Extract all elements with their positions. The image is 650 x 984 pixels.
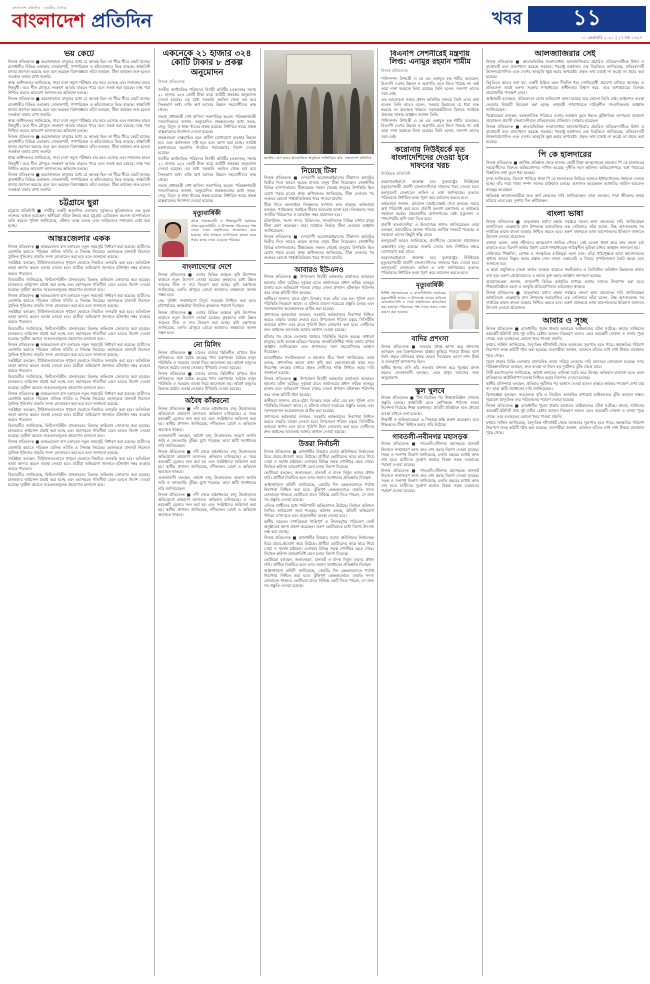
article-paragraph: নিজস্ব প্রতিবেদক ■ আন্তঃজেলা বাস চলাচলে নতুন সময়সূচি নির্ধারণ করা হয়েছে। যাত্রীদের ভোগান্তি কমাতে পরিবহন মালিক সমিতি এ সিদ্ধান্ত নিয়েছে। মহাসড়কে যানজট নিরসনে ট্রাফিক পুলিশের বাড়তি সদস্য মোতায়েন করা হবে বলে জানানো হয়েছে। [8,292,150,309]
article-paragraph: নিজস্ব প্রতিবেদক ■ দীর্ঘ বিরতির পর শিক্ষাপ্রতিষ্ঠান খোলার প্রস্তুতি চলছে। স্বাস্থ্যবিধি মেনে শ্রেণিকক্ষে পাঠদান শুরুর নির্দেশনা দিয়েছে শিক্ষা মন্ত্রণালয়। প্রতিটি প্রতিষ্ঠানে হাত ধোয়ার ব্যবস্থা রাখতে বলা হয়েছে। [381,395,479,416]
section-rule [486,147,644,148]
section-rule [158,394,256,395]
article-paragraph: নিজস্ব প্রতিবেদক ■ আন্তঃজেলা বাস চলাচলে নতুন সময়সূচি নির্ধারণ করা হয়েছে। যাত্রীদের ভোগান্তি কমাতে পরিবহন মালিক সমিতি এ সিদ্ধান্ত নিয়েছে। মহাসড়কে যানজট নিরসনে ট্রাফিক পুলিশের বাড়তি সদস্য মোতায়েন করা হবে বলে জানানো হয়েছে। [8,341,150,357]
article-paragraph: স্থানীয়রা জানান, রাতে হঠাৎ চিৎকার শুনে তাঁরা বের হন। পুলিশ এসে পরিস্থিতি নিয়ন্ত্রণে আনে। এ ঘটনায় মামলা দায়েরের প্রস্তুতি চলছে এবং সন্দেহভাজন কয়েকজনকে আটক করা হয়েছে। [264,397,374,413]
article-paragraph: নিজস্ব প্রতিবেদক ■ রাজধানীর উত্তরায় ওয়ার্ড কাউন্সিলর নির্বাচনকে ঘিরে প্রচার-প্রচারণা জমে উঠেছে। প্রার্থীরা ভোটারদের দ্বারে দ্বারে গিয়ে দোয়া ও সমর্থন চাইছেন। এলাকার বিভিন্ন সড়ক পোস্টারে ছেয়ে গেছে। নির্বাচন কমিশন আচরণবিধি মেনে চলার নির্দেশ দিয়েছে। [264,535,374,556]
section-name: খবর [492,9,522,29]
masthead-tagline: বাংলাদেশ প্রতিদিন · জাতীয় দৈনিক [12,6,67,10]
article-paragraph: নিজস্ব প্রতিবেদক ■ সততার দৃষ্টান্ত স্থাপন করে প্রশংসায় ভাসছেন এক রিকশাচালক। রাস্তায় কুড়িয়ে পাওয়া টাকার ব্যাগ তিনি প্রকৃত মালিকের কাছে ফেরত দিয়েছেন। ব্যাগে নগদ টাকা ও গুরুত্বপূর্ণ কাগজপত্র ছিল। [381,343,479,365]
headline-no-milling: নো মিলিং [193,341,221,350]
column-divider [377,48,378,976]
article-paragraph: মন্ত্রিপরিষদ, সংসদ সদস্য, চিকিৎসক, সাংবাদিকসহ বিভিন্ন পেশার মানুষ টিকা গ্রহণ করেছেন। তারা সবাইকে নির্ভয়ে টিকা নেওয়ার আহ্বান জানিয়েছেন। [264,218,374,234]
headline-obituary: মৃত্যুবার্ষিকী [193,209,221,218]
article-paragraph: বিআরটিএ জানিয়েছে, ফিটনেসবিহীন যানবাহনের বিরুদ্ধে অভিযান জোরদার করা হয়েছে। চালকদের লাইসেন্স যাচাই করা হচ্ছে এবং মহাসড়কে গতিসীমা মেনে চলতে নির্দেশ দেওয়া হয়েছে। দুর্ঘটনা কমাতে সচেতনতামূলক প্রচারণাও চালানো হবে। [8,325,150,341]
news-photo [264,50,374,154]
article-paragraph: নিজস্ব প্রতিবেদক ■ কাতারভিত্তিক সংবাদমাধ্যম আলজাজিরায় প্রচারিত প্রতিবেদনটিকে মিথ্যা ও বানোয়াট বলে প্রত্যাখ্যান করেছে সরকার। পররাষ্ট্র মন্ত্রণালয় এক বিবৃতিতে জানিয়েছে, প্রতিবেদনটি উদ্দেশ্যপ্রণোদিত এবং দেশের ভাবমূর্তি ক্ষুণ্ণ করার অপচেষ্টা। প্রকৃত তথ্য যাচাই না করেই তা প্রচার করা হয়েছে। [486,123,644,145]
article-paragraph: নিজস্ব প্রতিবেদক ■ দেশের বিভিন্ন অঞ্চলে কৃষি উৎপাদন বাড়াতে নতুন উদ্যোগ নেওয়া হয়েছে। কৃষকদের মধ্যে উন্নত জাতের বীজ ও সার বিতরণ করা হচ্ছে। কৃষি মন্ত্রণালয় জানিয়েছে, চলতি মৌসুমে বোরো আবাদের লক্ষ্যমাত্রা অর্জন সম্ভব হবে। [158,309,256,335]
headline-bangla-language: বাংলা ভাষা [546,208,584,218]
byline: নিজস্ব প্রতিবেদক [381,67,408,73]
article-paragraph: নিজস্ব প্রতিবেদক ■ কাতারভিত্তিক সংবাদমাধ্যম আলজাজিরায় প্রচারিত প্রতিবেদনটিকে মিথ্যা ও বানোয়াট বলে প্রত্যাখ্যান করেছে সরকার। পররাষ্ট্র মন্ত্রণালয় এক বিবৃতিতে জানিয়েছে, প্রতিবেদনটি উদ্দেশ্যপ্রণোদিত এবং দেশের ভাবমূর্তি ক্ষুণ্ণ করার অপচেষ্টা। প্রকৃত তথ্য যাচাই না করেই তা প্রচার করা হয়েছে। [486,58,644,80]
obituary-portrait [449,291,479,329]
headline-chattogram: চট্টগ্রামে ছুরা [59,198,99,208]
byline: নিজস্ব প্রতিবেদক [158,79,185,85]
article-paragraph: নিজস্ব প্রতিবেদক ■ মাতৃভাষার মর্যাদা রক্ষায় সর্বস্তরে বাংলা ভাষা প্রচলনের দাবি জানিয়েছেন ভাষাবিদরা। ফেব্রুয়ারি মাস উপলক্ষে আয়োজিত এক সেমিনারে তাঁরা বলেন, উচ্চ আদালতসহ সব দাপ্তরিক কাজে বাংলা ব্যবহার নিশ্চিত করতে হবে। তরুণ প্রজন্মকে ভাষা আন্দোলনের ইতিহাস জানাতে উদ্যোগ নেওয়া প্রয়োজন। [486,218,644,239]
section-rule [381,332,479,333]
column-2 [158,50,256,976]
article-paragraph: প্রবাসী বাংলাদেশিরা এ উদ্যোগকে স্বাগত জানিয়েছেন। তারা বলছেন, মহামারীতে অনেক পরিবার আর্থিক সংকটে পড়েছে। এ সহায়তা তাদের কিছুটা স্বস্তি দেবে। [381,222,479,238]
article-paragraph: স্বাস্থ্য অধিদফতর জানিয়েছে, সারা দেশে নমুনা পরীক্ষার হার কমে এসেছে এবং শনাক্তের হারও নিম্নমুখী। তবে শীত মৌসুমে সংক্রমণ আবার বাড়তে পারে বলে সতর্ক করা হয়েছে। মাস্ক পরা নিশ্চিত করতে ভ্রাম্যমাণ আদালতের অভিযান চলছে। [8,155,150,171]
logo-word-2: প্রতিদিন [91,10,153,32]
obituary-box [158,219,256,257]
article-paragraph: জাতীয় অর্থনৈতিক পরিষদের নির্বাহী কমিটির (একনেক) সভায় ২১ হাজার ৩২৪ কোটি টাকা ব্যয়ে আটটি প্রকল্পের অনুমোদন দেওয়া হয়েছে। এর মধ্যে সরকারি তহবিল থেকে ব্যয় হবে সিংহভাগ অর্থ। বাকি অর্থ আসবে উন্নয়ন সহযোগীদের কাছ থেকে। [158,87,256,113]
headline-antojela: আন্তঃজেলার একক [47,234,111,244]
article-paragraph: সিটি করপোরেশন জানিয়েছে, অবৈধ গুদামের তালিকা তৈরি করে উচ্ছেদ অভিযান চালানো হবে। ভবন মালিকদের অগ্নিনির্বাপণ ব্যবস্থা নিশ্চিত করার নির্দেশও দেওয়া হয়েছে। [486,369,644,380]
article-paragraph: নিজস্ব প্রতিবেদক ■ আন্তঃজেলা বাস চলাচলে নতুন সময়সূচি নির্ধারণ করা হয়েছে। যাত্রীদের ভোগান্তি কমাতে পরিবহন মালিক সমিতি এ সিদ্ধান্ত নিয়েছে। মহাসড়কে যানজট নিরসনে ট্রাফিক পুলিশের বাড়তি সদস্য মোতায়েন করা হবে বলে জানানো হয়েছে। [8,244,150,260]
article-paragraph: করোনাভাইরাসে আক্রান্ত হয়ে যুক্তরাষ্ট্রের নিউইয়র্কে মৃত্যুবরণকারী প্রবাসী বাংলাদেশিদের দাফনের খরচ দেওয়া হবে। কনস্যুলেট জেনারেল অফিস এ তথ্য জানিয়েছে। মৃতদের পরিবারকে নির্ধারিত ফরম পূরণ করে আবেদন করতে হবে। [381,254,479,275]
headline-aljazeera: আলজাজিরার সেই [534,50,596,58]
article-paragraph: টিকা নিতে অনলাইনে নিবন্ধনের সংখ্যাও দ্রুত বাড়ছে। কর্মকর্তারা বলছেন, পর্যায়ক্রমে সবাইকে টিকার আওতায় আনা হবে। নিবন্ধনের সময় জাতীয় পরিচয়পত্র ও মোবাইল নম্বর প্রয়োজন হবে। [264,201,374,217]
article-paragraph: সেচ সুবিধা সম্প্রসারণে বিদ্যুৎ সরবরাহ নিশ্চিত করা হবে। মাঠপর্যায়ের কর্মকর্তারা নিয়মিত কৃষকদের পরামর্শ দিচ্ছেন। [158,298,256,309]
article-paragraph: প্রশাসনের কর্মকর্তারা বলছেন, সরকারি কর্মকর্তাদের নিরাপত্তা নিশ্চিত করতে বাড়তি ব্যবস্থা নেওয়া হবে। উপজেলা পরিষদ চত্বরে সিসিটিভি ক্যামেরা স্থাপন এবং রাতে পুলিশি টহল জোরদার করা হবে। দোষীদের দ্রুত আইনের আওতায় আনার আশ্বাস দেওয়া হয়েছে। [264,312,374,333]
headline-fire: আবার ও সূচ্ছ [542,316,588,326]
article-paragraph: আয়োজকেরা জানান, মাসব্যাপী বিভিন্ন কর্মসূচির মাধ্যমে ভাষার মাসকে উদযাপন করা হবে। শিক্ষাপ্রতিষ্ঠানে রচনা ও আবৃত্তি প্রতিযোগিতার আয়োজন থাকবে। [486,278,644,289]
article-paragraph: ক্ষতিগ্রস্ত আমানতকারীরা দ্রুত অর্থ ফেরতের দাবি জানিয়েছেন। তারা বলছেন, সারা জীবনের সঞ্চয় হারিয়ে তারা চরম দুর্দশায় দিন কাটাচ্ছেন। [486,192,644,203]
article-paragraph: সংশ্লিষ্টরা বলছেন, টার্মিনালগুলোতে শৃঙ্খলা ফেরাতে নিয়মিত তদারকি করা হবে। অতিরিক্ত ভাড়া আদায় করলে ব্যবস্থা নেওয়া হবে। যাত্রীরা অভিযোগ জানাতে হটলাইন নম্বর ব্যবহার করতে পারবেন। [8,309,150,325]
article-paragraph: ঘটনার পর থেকে এলাকায় থমথমে পরিস্থিতি বিরাজ করছে। সাধারণ মানুষের মধ্যে আতঙ্ক ছড়িয়ে পড়েছে। জনপ্রতিনিধিরা শান্তি বজায় রাখার আহ্বান জানিয়েছেন এবং প্রশাসনের সঙ্গে সহযোগিতার আশ্বাস দিয়েছেন। [264,333,374,354]
obituary-portrait [158,219,188,257]
headline-school-open: স্কুল খুলবে [415,386,445,395]
section-rule [8,231,150,232]
article-paragraph: নিজস্ব প্রতিবেদক ■ দেশব্যাপী করোনাভাইরাসের টিকাদান কর্মসূচির দ্বিতীয় দিনে আরও কয়েক হাজার মানুষ টিকা নিয়েছেন। রাজধানীর বিভিন্ন হাসপাতালের টিকাকেন্দ্রে সকাল থেকেই মানুষের উপস্থিতি ছিল চোখে পড়ার মতো। স্বাস্থ্য অধিদফতর জানিয়েছে, টিকা নেওয়ার পর গুরুতর কোনো পার্শ্বপ্রতিক্রিয়ার খবর পাওয়া যায়নি। [264,175,374,201]
article-paragraph: মানবাধিকার সংগঠনগুলো এ হামলার তীব্র নিন্দা জানিয়েছে। তারা বলছে, প্রশাসনিক কাজে বাধা সৃষ্টি করা কোনোভাবেই কাম্য নয়। নিরপেক্ষ তদন্তের মাধ্যমে প্রকৃত দোষীদের শাস্তি নিশ্চিত করার দাবি জানানো হয়েছে। [264,354,374,376]
article-paragraph: নিজস্ব প্রতিবেদক ■ করোনাকালে মানুষের মধ্যে যে আতঙ্ক ছিল তা ধীরে ধীরে কেটে যাচ্ছে। রাজধানীর বিভিন্ন এলাকায় দোকানপাট, গণপরিবহন ও কাঁচাবাজারে ভিড় বাড়ছে। স্বাস্থ্যবিধি মানার প্রবণতা কমেছে বলে মনে করছেন বিশেষজ্ঞরা। তাঁরা বলছেন, টিকা কার্যক্রম শুরু হলেও সতর্কতা বজায় রাখা জরুরি। [8,171,150,193]
section-rule [158,260,256,261]
column-divider [482,48,483,976]
article-paragraph: নিজস্ব প্রতিবেদক ■ দেশব্যাপী করোনাভাইরাসের টিকাদান কর্মসূচির দ্বিতীয় দিনে আরও কয়েক হাজার মানুষ টিকা নিয়েছেন। রাজধানীর বিভিন্ন হাসপাতালের টিকাকেন্দ্রে সকাল থেকেই মানুষের উপস্থিতি ছিল চোখে পড়ার মতো। স্বাস্থ্য অধিদফতর জানিয়েছে, টিকা নেওয়ার পর গুরুতর কোনো পার্শ্বপ্রতিক্রিয়ার খবর পাওয়া যায়নি। [264,234,374,260]
column-4 [381,50,479,976]
headline-praise: বাদির প্রশংসা [411,335,449,344]
article-paragraph: চট্টগ্রাম প্রতিনিধি ■ নগরীর একটি আবাসিক এলাকায় দুর্বৃত্তদের ছুরিকাঘাতে এক যুবক গুরুতর আহত হয়েছেন। স্থানীয়রা তাঁকে উদ্ধার করে চট্টগ্রাম মেডিকেল কলেজ হাসপাতালে ভর্তি করেন। পুলিশ জানিয়েছে, ঘটনার তদন্ত চলছে এবং জড়িতদের শনাক্তের চেষ্টা করা হচ্ছে। [8,207,150,229]
article-paragraph: নিজস্ব প্রতিবেদক ■ করোনাকালে মানুষের মধ্যে যে আতঙ্ক ছিল তা ধীরে ধীরে কেটে যাচ্ছে। রাজধানীর বিভিন্ন এলাকায় দোকানপাট, গণপরিবহন ও কাঁচাবাজারে ভিড় বাড়ছে। স্বাস্থ্যবিধি মানার প্রবণতা কমেছে বলে মনে করছেন বিশেষজ্ঞরা। তাঁরা বলছেন, টিকা কার্যক্রম শুরু হলেও সতর্কতা বজায় রাখা জরুরি। [8,134,150,155]
article-paragraph: নিজস্ব প্রতিবেদক ■ দেশের বিভিন্ন অঞ্চলে কৃষি উৎপাদন বাড়াতে নতুন উদ্যোগ নেওয়া হয়েছে। কৃষকদের মধ্যে উন্নত জাতের বীজ ও সার বিতরণ করা হচ্ছে। কৃষি মন্ত্রণালয় জানিয়েছে, চলতি মৌসুমে বোরো আবাদের লক্ষ্যমাত্রা অর্জন সম্ভব হবে। [158,271,256,298]
byline: নিউইয়র্ক প্রতিনিধি [381,171,411,177]
article-paragraph: নিজস্ব প্রতিবেদক ■ গাবতলী-নবীনগর মহাসড়কে যানজট নিরসনে সম্প্রসারণ কাজ দ্রুত শেষ করার নির্দেশ দেওয়া হয়েছে। সড়ক ও জনপথ বিভাগ জানিয়েছে, চলতি বছরের মধ্যেই কাজ শেষ হবে। যাত্রীদের দুর্ভোগ কমাতে বিকল্প সড়ক ব্যবহারের পরামর্শ দেওয়া হয়েছে। [381,467,479,494]
obituary-text: বিশিষ্ট সমাজসেবক ও রাজনীতিবিদ মরহুমের মৃত্যুবার্ষিকী আজ। এ উপলক্ষে গ্রামের বাড়িতে কোরআনখানি ও দোয়া মাহফিলের আয়োজন করা হয়েছে। পরিবারের পক্ষ থেকে সবার দোয়া কামনা করা হয়েছে। [381,291,446,314]
article-paragraph: বিবৃতিতে আরও বলা হয়, একটি চিহ্নিত মহল দীর্ঘদিন ধরে দেশবিরোধী প্রচারণা চালিয়ে আসছে। এ প্রতিবেদন তারই অংশ। সরকার গণমাধ্যমের স্বাধীনতায় বিশ্বাস করে, তবে অপপ্রচারের বিরুদ্ধে প্রয়োজনীয় পদক্ষেপ নেবে। [486,80,644,96]
section-label [486,6,646,32]
article-paragraph: নিজস্ব প্রতিবেদক ■ রাজধানীর পুরান ঢাকায় আবারও অগ্নিকাণ্ডের ঘটনা ঘটেছে। ফায়ার সার্ভিসের কয়েকটি ইউনিট প্রায় দুই ঘণ্টার চেষ্টায় আগুন নিয়ন্ত্রণে আনে। এতে কয়েকটি দোকান ও গুদাম পুড়ে গেছে। তবে হতাহতের কোনো খবর পাওয়া যায়নি। [486,403,644,419]
article-paragraph: সংশ্লিষ্টরা বলছেন, টার্মিনালগুলোতে শৃঙ্খলা ফেরাতে নিয়মিত তদারকি করা হবে। অতিরিক্ত ভাড়া আদায় করলে ব্যবস্থা নেওয়া হবে। যাত্রীরা অভিযোগ জানাতে হটলাইন নম্বর ব্যবহার করতে পারবেন। [8,260,150,276]
article-paragraph: স্থানীয় থানার ওসি তাঁর সততার প্রশংসা করে পুরস্কার প্রদান করেন। এলাকাবাসী বলছেন, এমন মানুষ সমাজের জন্য অনুপ্রেরণা। [381,365,479,381]
article-paragraph: আইনশৃঙ্খলা বাহিনী জানিয়েছে, ভোটের দিন কেন্দ্রগুলোতে পর্যাপ্ত নিরাপত্তা নিশ্চিত করা হবে। ঝুঁকিপূর্ণ কেন্দ্রগুলোতে বাড়তি সদস্য মোতায়েন থাকবে। ভোটাররা যাতে নির্বিঘ্নে ভোট দিতে পারেন, সে জন্য সব প্রস্তুতি নেওয়া হয়েছে। [264,481,374,502]
article-paragraph: বিশেষজ্ঞরা বলছেন, সচেতনতা বৃদ্ধি ও নিয়মিত তদারকির মাধ্যমেই অগ্নিকাণ্ডের ঝুঁকি কমানো সম্ভব। পুরোনো বৈদ্যুতিক তার পরিবর্তনের পরামর্শ দেওয়া হয়েছে। [486,392,644,403]
headline-vaccine: নিয়েছে টিকা [301,166,337,175]
article-paragraph: আইনশৃঙ্খলা বাহিনী জানিয়েছে, ভোটের দিন কেন্দ্রগুলোতে পর্যাপ্ত নিরাপত্তা নিশ্চিত করা হবে। ঝুঁকিপূর্ণ কেন্দ্রগুলোতে বাড়তি সদস্য মোতায়েন থাকবে। ভোটাররা যাতে নির্বিঘ্নে ভোট দিতে পারেন, সে জন্য সব প্রস্তুতি নেওয়া হয়েছে। [264,568,374,589]
article-paragraph: নিজস্ব প্রতিবেদক ■ করোনাকালে মানুষের মধ্যে যে আতঙ্ক ছিল তা ধীরে ধীরে কেটে যাচ্ছে। রাজধানীর বিভিন্ন এলাকায় দোকানপাট, গণপরিবহন ও কাঁচাবাজারে ভিড় বাড়ছে। স্বাস্থ্যবিধি মানার প্রবণতা কমেছে বলে মনে করছেন বিশেষজ্ঞরা। তাঁরা বলছেন, টিকা কার্যক্রম শুরু হলেও সতর্কতা বজায় রাখা জরুরি। [8,58,150,80]
article-paragraph: সংশ্লিষ্টরা বলছেন, টার্মিনালগুলোতে শৃঙ্খলা ফেরাতে নিয়মিত তদারকি করা হবে। অতিরিক্ত ভাড়া আদায় করলে ব্যবস্থা নেওয়া হবে। যাত্রীরা অভিযোগ জানাতে হটলাইন নম্বর ব্যবহার করতে পারবেন। [8,455,150,471]
article-paragraph: কর্মকর্তারা জানান, আবেদন যাচাই-বাছাই শেষে দ্রুততম সময়ে অর্থ পরিশোধ করা হবে। প্রবাসী কল্যাণ মন্ত্রণালয় এ কার্যক্রমে সহায়তা করছে। প্রয়োজনীয় কাগজপত্রের মধ্যে মৃত্যুসনদ ও পাসপোর্টের কপি জমা দিতে হবে। [381,200,479,222]
article-paragraph: বিআরটিএ জানিয়েছে, ফিটনেসবিহীন যানবাহনের বিরুদ্ধে অভিযান জোরদার করা হয়েছে। চালকদের লাইসেন্স যাচাই করা হচ্ছে এবং মহাসড়কে গতিসীমা মেনে চলতে নির্দেশ দেওয়া হয়েছে। দুর্ঘটনা কমাতে সচেতনতামূলক প্রচারণাও চালানো হবে। [8,276,150,292]
article-paragraph: ভোটাররা বলছেন, জলাবদ্ধতা, যানজট ও মাদক নির্মূল তাদের প্রধান দাবি। প্রার্থীরা নির্বাচিত হলে এসব সমস্যা সমাধানের প্রতিশ্রুতি দিচ্ছেন। [264,470,374,481]
headline-bangladesh: বাংলাদেশের দেশে [182,263,232,272]
article-paragraph: সভায় প্রধানমন্ত্রী শেখ হাসিনা সভাপতিত্ব করেন। পরিকল্পনামন্ত্রী সাংবাদিকদের জানান, অনুমোদিত প্রকল্পগুলোর মধ্যে সড়ক, সেতু, বিদ্যুৎ ও স্বাস্থ্য খাতের প্রকল্প রয়েছে। নির্ধারিত সময়ে প্রকল্প বাস্তবায়নের নির্দেশনা দেওয়া হয়েছে। [158,182,256,203]
section-rule [264,263,374,264]
headline-bnp-shamim: বিএনপি সেশনীরেই মন্ত্রণায় লিপ্ত: এনামুর রহমান শামীম [389,50,471,67]
section-rule [264,437,374,438]
article-paragraph: সংশ্লিষ্টরা বলছেন, টার্মিনালগুলোতে শৃঙ্খলা ফেরাতে নিয়মিত তদারকি করা হবে। অতিরিক্ত ভাড়া আদায় করলে ব্যবস্থা নেওয়া হবে। যাত্রীরা অভিযোগ জানাতে হটলাইন নম্বর ব্যবহার করতে পারবেন। [8,358,150,374]
article-paragraph: এ ছাড়া প্রযুক্তিতে বাংলা ভাষার ব্যবহার বাড়াতে সফটওয়্যার ও ডিজিটাল অভিধান উন্নয়নের কথাও বলা হয়। তরুণ প্রোগ্রামারদের এ কাজে যুক্ত করার আহ্বান জানানো হয়েছে। [486,267,644,278]
article-paragraph: পানিসম্পদ উপমন্ত্রী এ কে এম এনামুল হক শামীম বলেছেন, বিএনপি দেশের উন্নয়ন ও অগ্রগতি মেনে নিতে পারছে না। তাই তারা নানা ষড়যন্ত্রে লিপ্ত রয়েছে। তিনি বলেন, জনগণ তাদের সঙ্গে নেই। [381,75,479,96]
section-rule [158,206,256,207]
article-paragraph: শিক্ষার্থী ও অভিভাবকেরা এ সিদ্ধান্তে স্বস্তি প্রকাশ করেছেন। তবে শিক্ষকদের টিকা নিশ্চিত করার দাবি উঠেছে। [381,416,479,427]
article-paragraph: নিজস্ব প্রতিবেদক ■ নদী থেকে অবৈধভাবে বালু উত্তোলনের অভিযোগে ভ্রাম্যমাণ আদালত অভিযান চালিয়েছে। এ সময় কয়েকটি ড্রেজার জব্দ করা হয় এবং সংশ্লিষ্টদের জরিমানা করা হয়। স্থানীয় প্রশাসন জানিয়েছে, নদীভাঙন রোধে এ অভিযান অব্যাহত থাকবে। [158,448,256,475]
section-rule [486,206,644,207]
article-paragraph: প্রকল্পগুলো বাস্তবায়িত হলে গ্রামীণ যোগাযোগ ব্যবস্থার উন্নয়ন হবে এবং কর্মসংস্থান সৃষ্টি হবে বলে আশা করা হচ্ছে। সংশ্লিষ্ট মন্ত্রণালয়কে অগ্রগতি নিয়মিত পর্যবেক্ষণের নির্দেশ দেওয়া হয়েছে। [158,134,256,156]
article-paragraph: স্বাস্থ্য অধিদফতর জানিয়েছে, সারা দেশে নমুনা পরীক্ষার হার কমে এসেছে এবং শনাক্তের হারও নিম্নমুখী। তবে শীত মৌসুমে সংক্রমণ আবার বাড়তে পারে বলে সতর্ক করা হয়েছে। মাস্ক পরা নিশ্চিত করতে ভ্রাম্যমাণ আদালতের অভিযান চলছে। [8,117,150,134]
article-paragraph: স্থানীয় বাসিন্দারা বলছেন, প্রতিবার দুর্ঘটনার পর আশ্বাস দেওয়া হলেও বাস্তবে কার্যকর পদক্ষেপ দেখা যায় না। তারা স্থায়ী সমাধানের দাবি জানিয়েছেন। [486,380,644,392]
article-paragraph: ফায়ার সার্ভিস জানিয়েছে, বৈদ্যুতিক শর্টসার্কিট থেকে আগুনের সূত্রপাত হতে পারে। ক্ষয়ক্ষতির পরিমাণ নিরূপণে তদন্ত কমিটি গঠন করা হয়েছে। ব্যবসায়ীরা জানান, আগুনে তাঁদের লাখ লাখ টাকার মালামাল পুড়ে গেছে। [486,342,644,358]
headline-pk-halder: পি কে হালদারের [538,150,592,160]
section-rule [486,313,644,314]
issue-date: ১০ ফেব্রুয়ারি ২০২১ | ২৭ মাঘ ১৪২৭ [581,35,642,40]
headline-sand-lifting: অবৈধ কাঁকরনো [185,397,229,406]
article-paragraph: বিআরটিএ জানিয়েছে, ফিটনেসবিহীন যানবাহনের বিরুদ্ধে অভিযান জোরদার করা হয়েছে। চালকদের লাইসেন্স যাচাই করা হচ্ছে এবং মহাসড়কে গতিসীমা মেনে চলতে নির্দেশ দেওয়া হয়েছে। দুর্ঘটনা কমাতে সচেতনতামূলক প্রচারণাও চালানো হবে। [8,472,150,488]
article-paragraph: স্বাস্থ্য অধিদফতর জানিয়েছে, সারা দেশে নমুনা পরীক্ষার হার কমে এসেছে এবং শনাক্তের হারও নিম্নমুখী। তবে শীত মৌসুমে সংক্রমণ আবার বাড়তে পারে বলে সতর্ক করা হয়েছে। মাস্ক পরা নিশ্চিত করতে ভ্রাম্যমাণ আদালতের অভিযান চলছে। [8,80,150,96]
section-rule [8,195,150,196]
section-rule [381,430,479,431]
article-paragraph: নিজস্ব প্রতিবেদক ■ মাতৃভাষার মর্যাদা রক্ষায় সর্বস্তরে বাংলা ভাষা প্রচলনের দাবি জানিয়েছেন ভাষাবিদরা। ফেব্রুয়ারি মাস উপলক্ষে আয়োজিত এক সেমিনারে তাঁরা বলেন, উচ্চ আদালতসহ সব দাপ্তরিক কাজে বাংলা ব্যবহার নিশ্চিত করতে হবে। তরুণ প্রজন্মকে ভাষা আন্দোলনের ইতিহাস জানাতে উদ্যোগ নেওয়া প্রয়োজন। [486,289,644,311]
headline-uttara-election: উত্তরা নির্বাচনী [298,440,340,449]
obituary-text: আজ সমাজসেবী ও শিক্ষানুরাগী মরহুমার প্রথম মৃত্যুবার্ষিকী। এ উপলক্ষে পরিবারের পক্ষ থেকে দোয়া মাহফিলের আয়োজন করা হয়েছে। তাঁর আত্মার মাগফিরাত কামনা করে সবার কাছে দোয়া চেয়েছে পরিবার। [191,219,256,242]
page-number: ১১ [528,6,646,32]
article-paragraph: স্থানীয় সচেতন নাগরিকেরা শান্তিপূর্ণ ও উৎসবমুখর পরিবেশে ভোট অনুষ্ঠানের আশা প্রকাশ করেছেন। তরুণ ভোটারদের মধ্যে বিশেষ উৎসাহ লক্ষ করা যাচ্ছে। [264,519,374,535]
article-paragraph: নিজস্ব প্রতিবেদক ■ করোনাকালে মানুষের মধ্যে যে আতঙ্ক ছিল তা ধীরে ধীরে কেটে যাচ্ছে। রাজধানীর বিভিন্ন এলাকায় দোকানপাট, গণপরিবহন ও কাঁচাবাজারে ভিড় বাড়ছে। স্বাস্থ্যবিধি মানার প্রবণতা কমেছে বলে মনে করছেন বিশেষজ্ঞরা। তাঁরা বলছেন, টিকা কার্যক্রম শুরু হলেও সতর্কতা বজায় রাখা জরুরি। [8,96,150,117]
article-paragraph: নিজস্ব প্রতিবেদক ■ আন্তঃজেলা বাস চলাচলে নতুন সময়সূচি নির্ধারণ করা হয়েছে। যাত্রীদের ভোগান্তি কমাতে পরিবহন মালিক সমিতি এ সিদ্ধান্ত নিয়েছে। মহাসড়কে যানজট নিরসনে ট্রাফিক পুলিশের বাড়তি সদস্য মোতায়েন করা হবে বলে জানানো হয়েছে। [8,390,150,406]
article-paragraph: পানিসম্পদ উপমন্ত্রী এ কে এম এনামুল হক শামীম বলেছেন, বিএনপি দেশের উন্নয়ন ও অগ্রগতি মেনে নিতে পারছে না। তাই তারা নানা ষড়যন্ত্রে লিপ্ত রয়েছে। তিনি বলেন, জনগণ তাদের সঙ্গে নেই। [381,118,479,139]
column-divider [154,48,155,976]
article-paragraph: সেমিনারে শিক্ষাবিদ, লেখক ও সাংস্কৃতিক ব্যক্তিত্বরা অংশ নেন। তাঁরা পাঠ্যপুস্তকে ভাষা আন্দোলনের অধ্যায় আরও বিস্তৃত করার প্রস্তাব দেন। বাংলা একাডেমি এ বিষয়ে সুপারিশমালা তৈরি করবে বলে জানানো হয়। [486,251,644,267]
article-paragraph: নিজস্ব প্রতিবেদক ■ রাজধানীর পুরান ঢাকায় আবারও অগ্নিকাণ্ডের ঘটনা ঘটেছে। ফায়ার সার্ভিসের কয়েকটি ইউনিট প্রায় দুই ঘণ্টার চেষ্টায় আগুন নিয়ন্ত্রণে আনে। এতে কয়েকটি দোকান ও গুদাম পুড়ে গেছে। তবে হতাহতের কোনো খবর পাওয়া যায়নি। [486,326,644,342]
photo-caption: জাতীয় প্রেস ক্লাবে আয়োজিত অনুষ্ঠানে অতিথিরা। ছবি: বাংলাদেশ প্রতিদিন [264,156,372,160]
article-paragraph: নিজস্ব প্রতিবেদক ■ উপজেলা নির্বাহী কর্মকর্তার কার্যালয়ে আবারও হামলার ঘটনা ঘটেছে। দুর্বৃত্তরা রাতে কার্যালয়ের প্রধান ফটকে ভাঙচুর চালায় বলে অভিযোগ পাওয়া গেছে। জেলা প্রশাসন ঘটনাস্থল পরিদর্শন করে তদন্ত কমিটি গঠন করেছে। [264,274,374,295]
section-rule [264,164,374,165]
article-paragraph: নিজস্ব প্রতিবেদক ■ চালের বাজার স্থিতিশীল রাখতে মিল মালিকদের সঙ্গে বৈঠক করেছে খাদ্য মন্ত্রণালয়। বৈঠকে মজুদ পরিস্থিতি ও সরবরাহ ব্যবস্থা নিয়ে আলোচনা হয়। অবৈধ মজুদের বিরুদ্ধে কঠোর ব্যবস্থা নেওয়ার হুঁশিয়ারি দেওয়া হয়েছে। [158,349,256,371]
article-paragraph: জাতীয় অর্থনৈতিক পরিষদের নির্বাহী কমিটির (একনেক) সভায় ২১ হাজার ৩২৪ কোটি টাকা ব্যয়ে আটটি প্রকল্পের অনুমোদন দেওয়া হয়েছে। এর মধ্যে সরকারি তহবিল থেকে ব্যয় হবে সিংহভাগ অর্থ। বাকি অর্থ আসবে উন্নয়ন সহযোগীদের কাছ থেকে। [158,156,256,182]
article-paragraph: বিআরটিএ জানিয়েছে, ফিটনেসবিহীন যানবাহনের বিরুদ্ধে অভিযান জোরদার করা হয়েছে। চালকদের লাইসেন্স যাচাই করা হচ্ছে এবং মহাসড়কে গতিসীমা মেনে চলতে নির্দেশ দেওয়া হয়েছে। দুর্ঘটনা কমাতে সচেতনতামূলক প্রচারণাও চালানো হবে। [8,423,150,439]
column-divider [260,48,261,976]
article-paragraph: এলাকাবাসী বলছেন, অবৈধ বালু উত্তোলনের কারণে ফসলি জমি ও বসতবাড়ি ঝুঁকির মুখে পড়েছে। তারা স্থায়ী সমাধানের দাবি জানিয়েছেন। [158,475,256,491]
article-paragraph: দুদক জানিয়েছে, বিদেশে পালিয়ে থাকা পি কে হালদারকে ফিরিয়ে আনতে ইন্টারপোলের সহায়তা নেওয়া হচ্ছে। তাঁর নামে থাকা সম্পদ জব্দের প্রক্রিয়াও চলছে। আদালত কয়েকজন আসামির জামিন আবেদন নামঞ্জুর করেছেন। [486,176,644,192]
article-paragraph: নিজস্ব প্রতিবেদক ■ উপজেলা নির্বাহী কর্মকর্তার কার্যালয়ে আবারও হামলার ঘটনা ঘটেছে। দুর্বৃত্তরা রাতে কার্যালয়ের প্রধান ফটকে ভাঙচুর চালায় বলে অভিযোগ পাওয়া গেছে। জেলা প্রশাসন ঘটনাস্থল পরিদর্শন করে তদন্ত কমিটি গঠন করেছে। [264,376,374,397]
column-5 [486,50,644,976]
article-paragraph: নিজস্ব প্রতিবেদক ■ গাবতলী-নবীনগর মহাসড়কে যানজট নিরসনে সম্প্রসারণ কাজ দ্রুত শেষ করার নির্দেশ দেওয়া হয়েছে। সড়ক ও জনপথ বিভাগ জানিয়েছে, চলতি বছরের মধ্যেই কাজ শেষ হবে। যাত্রীদের দুর্ভোগ কমাতে বিকল্প সড়ক ব্যবহারের পরামর্শ দেওয়া হয়েছে। [381,441,479,467]
headline-newyork-burial: করোনায় নিউইয়র্কে মৃত বাংলাদেশিদের দেওয়া হবে দাফনের খরচ [391,144,469,171]
section-rule [381,278,479,279]
article-paragraph: কনস্যুলেট আরও জানিয়েছে, প্রবাসীদের যেকোনো প্রয়োজনে হেল্পলাইন চালু রয়েছে। জরুরি সেবার জন্য নির্ধারিত নম্বরে যোগাযোগ করা যাবে। [381,238,479,254]
column-3 [264,156,374,976]
article-paragraph: নিজস্ব প্রতিবেদক ■ চালের বাজার স্থিতিশীল রাখতে মিল মালিকদের সঙ্গে বৈঠক করেছে খাদ্য মন্ত্রণালয়। বৈঠকে মজুদ পরিস্থিতি ও সরবরাহ ব্যবস্থা নিয়ে আলোচনা হয়। অবৈধ মজুদের বিরুদ্ধে কঠোর ব্যবস্থা নেওয়ার হুঁশিয়ারি দেওয়া হয়েছে। [158,371,256,392]
section-rule [381,384,479,385]
article-paragraph: প্রশাসনের কর্মকর্তারা বলছেন, সরকারি কর্মকর্তাদের নিরাপত্তা নিশ্চিত করতে বাড়তি ব্যবস্থা নেওয়া হবে। উপজেলা পরিষদ চত্বরে সিসিটিভি ক্যামেরা স্থাপন এবং রাতে পুলিশি টহল জোরদার করা হবে। দোষীদের দ্রুত আইনের আওতায় আনার আশ্বাস দেওয়া হয়েছে। [264,413,374,435]
newspaper-logo [12,10,152,32]
section-rule [158,338,256,339]
headline-uno: আবারও ইউএনও [294,265,344,274]
article-paragraph: নিজস্ব প্রতিবেদক ■ আন্তঃজেলা বাস চলাচলে নতুন সময়সূচি নির্ধারণ করা হয়েছে। যাত্রীদের ভোগান্তি কমাতে পরিবহন মালিক সমিতি এ সিদ্ধান্ত নিয়েছে। মহাসড়কে যানজট নিরসনে ট্রাফিক পুলিশের বাড়তি সদস্য মোতায়েন করা হবে বলে জানানো হয়েছে। [8,439,150,455]
masthead [12,6,152,32]
article-paragraph: ভোটাররা বলছেন, জলাবদ্ধতা, যানজট ও মাদক নির্মূল তাদের প্রধান দাবি। প্রার্থীরা নির্বাচিত হলে এসব সমস্যা সমাধানের প্রতিশ্রুতি দিচ্ছেন। [264,556,374,567]
article-paragraph: এদিকে প্রার্থীদের মধ্যে পাল্টাপাল্টি অভিযোগও উঠেছে। নির্বাচন কমিশনে লিখিত অভিযোগ জমা পড়েছে। কমিশন বলছে, প্রতিটি অভিযোগ খতিয়ে দেখা হবে এবং প্রয়োজনীয় ব্যবস্থা নেওয়া হবে। [264,502,374,519]
article-paragraph: করোনাভাইরাসে আক্রান্ত হয়ে যুক্তরাষ্ট্রের নিউইয়র্কে মৃত্যুবরণকারী প্রবাসী বাংলাদেশিদের দাফনের খরচ দেওয়া হবে। কনস্যুলেট জেনারেল অফিস এ তথ্য জানিয়েছে। মৃতদের পরিবারকে নির্ধারিত ফরম পূরণ করে আবেদন করতে হবে। [381,179,479,200]
section-rule [381,142,479,143]
headline-obituary: মৃত্যুবার্ষিকী [416,281,444,290]
article-paragraph: বিআরটিএ জানিয়েছে, ফিটনেসবিহীন যানবাহনের বিরুদ্ধে অভিযান জোরদার করা হয়েছে। চালকদের লাইসেন্স যাচাই করা হচ্ছে এবং মহাসড়কে গতিসীমা মেনে চলতে নির্দেশ দেওয়া হয়েছে। দুর্ঘটনা কমাতে সচেতনতামূলক প্রচারণাও চালানো হবে। [8,374,150,390]
headline-ecnec: একনেকে ২১ হাজার ৩২৪ কোটি টাকার ৮ প্রকল্প অনুমোদন [162,50,252,78]
article-paragraph: সভায় প্রধানমন্ত্রী শেখ হাসিনা সভাপতিত্ব করেন। পরিকল্পনামন্ত্রী সাংবাদিকদের জানান, অনুমোদিত প্রকল্পগুলোর মধ্যে সড়ক, সেতু, বিদ্যুৎ ও স্বাস্থ্য খাতের প্রকল্প রয়েছে। নির্ধারিত সময়ে প্রকল্প বাস্তবায়নের নির্দেশনা দেওয়া হয়েছে। [158,113,256,134]
article-paragraph: পুরান ঢাকার ঘিঞ্জি এলাকায় রাসায়নিক গুদাম সরিয়ে নেওয়ার দাবি আবারও জোরালো হয়েছে। নগর পরিকল্পনাবিদরা বলছেন, দ্রুত ব্যবস্থা না নিলে বড় দুর্ঘটনার ঝুঁকি থেকে যাবে। [486,358,644,369]
logo-word-1: বাংলাদেশ [12,10,92,32]
page-header [0,0,650,44]
article-paragraph: নিজস্ব প্রতিবেদক ■ আর্থিক প্রতিষ্ঠান থেকে হাজার কোটি টাকা আত্মসাতের মামলায় পি কে হালদারের সহযোগীদের বিরুদ্ধে অভিযোগপত্র দাখিল করেছে দুর্নীতি দমন কমিশন। অভিযোগপত্রে অর্থ পাচারের বিস্তারিত তথ্য তুলে ধরা হয়েছে। [486,160,644,176]
article-paragraph: স্থানীয়রা জানান, রাতে হঠাৎ চিৎকার শুনে তাঁরা বের হন। পুলিশ এসে পরিস্থিতি নিয়ন্ত্রণে আনে। এ ঘটনায় মামলা দায়েরের প্রস্তুতি চলছে এবং সন্দেহভাজন কয়েকজনকে আটক করা হয়েছে। [264,295,374,312]
article-paragraph: নিজস্ব প্রতিবেদক ■ রাজধানীর উত্তরায় ওয়ার্ড কাউন্সিলর নির্বাচনকে ঘিরে প্রচার-প্রচারণা জমে উঠেছে। প্রার্থীরা ভোটারদের দ্বারে দ্বারে গিয়ে দোয়া ও সমর্থন চাইছেন। এলাকার বিভিন্ন সড়ক পোস্টারে ছেয়ে গেছে। নির্বাচন কমিশন আচরণবিধি মেনে চলার নির্দেশ দিয়েছে। [264,448,374,470]
article-paragraph: এক আলোচনা সভায় প্রধান অতিথির বক্তব্যে তিনি এসব কথা বলেন। তিনি আরও বলেন, সরকার উন্নয়নের যে ধারা শুরু করেছে তা অব্যাহত থাকবে। ষড়যন্ত্রকারীদের বিরুদ্ধে সবাইকে ঐক্যবদ্ধ থাকার আহ্বান জানান তিনি। [381,96,479,118]
headline-highway: গাবতলী-নবীনগর মহাসড়ক [392,432,468,441]
headline-bhoy-kete: ভয় কেটে [64,50,94,58]
article-paragraph: বক্তারা বলেন, ভাষা শহীদদের আত্মত্যাগ জাতির গৌরব। সেই চেতনা ধারণ করে শুদ্ধ বাংলা চর্চা বাড়াতে হবে। বিদেশি ভাষার মিশ্রণ রোধে গণমাধ্যমকে দায়িত্বশীল ভূমিকা রাখার আহ্বান জানানো হয়। [486,240,644,251]
article-paragraph: নিজস্ব প্রতিবেদক ■ নদী থেকে অবৈধভাবে বালু উত্তোলনের অভিযোগে ভ্রাম্যমাণ আদালত অভিযান চালিয়েছে। এ সময় কয়েকটি ড্রেজার জব্দ করা হয় এবং সংশ্লিষ্টদের জরিমানা করা হয়। স্থানীয় প্রশাসন জানিয়েছে, নদীভাঙন রোধে এ অভিযান অব্যাহত থাকবে। [158,406,256,432]
article-paragraph: নিজস্ব প্রতিবেদক ■ নদী থেকে অবৈধভাবে বালু উত্তোলনের অভিযোগে ভ্রাম্যমাণ আদালত অভিযান চালিয়েছে। এ সময় কয়েকটি ড্রেজার জব্দ করা হয় এবং সংশ্লিষ্টদের জরিমানা করা হয়। স্থানীয় প্রশাসন জানিয়েছে, নদীভাঙন রোধে এ অভিযান অব্যাহত থাকবে। [158,491,256,518]
column-1 [8,50,150,976]
article-paragraph: আইনমন্ত্রী বলেছেন, প্রতিবেদনে যেসব অভিযোগ আনা হয়েছে তার কোনো ভিত্তি নেই। আইনগত ব্যবস্থা নেওয়ার বিষয়টি বিবেচনা করা হচ্ছে। তথ্যমন্ত্রী গণমাধ্যমকে দায়িত্বশীল সাংবাদিকতার আহ্বান জানিয়েছেন। [486,96,644,112]
obituary-box [381,291,479,329]
article-paragraph: বিশ্লেষকেরা বলছেন, আন্তর্জাতিক পরিসরে দেশের অবস্থান তুলে ধরতে কূটনৈতিক তৎপরতা বাড়ানো প্রয়োজন। প্রবাসী বাংলাদেশিরাও প্রতিবেদনের প্রতিবাদে সোচ্চার হয়েছেন। [486,112,644,123]
article-paragraph: ফায়ার সার্ভিস জানিয়েছে, বৈদ্যুতিক শর্টসার্কিট থেকে আগুনের সূত্রপাত হতে পারে। ক্ষয়ক্ষতির পরিমাণ নিরূপণে তদন্ত কমিটি গঠন করা হয়েছে। ব্যবসায়ীরা জানান, আগুনে তাঁদের লাখ লাখ টাকার মালামাল পুড়ে গেছে। [486,419,644,435]
article-paragraph: এলাকাবাসী বলছেন, অবৈধ বালু উত্তোলনের কারণে ফসলি জমি ও বসতবাড়ি ঝুঁকির মুখে পড়েছে। তারা স্থায়ী সমাধানের দাবি জানিয়েছেন। [158,432,256,448]
article-paragraph: সংশ্লিষ্টরা বলছেন, টার্মিনালগুলোতে শৃঙ্খলা ফেরাতে নিয়মিত তদারকি করা হবে। অতিরিক্ত ভাড়া আদায় করলে ব্যবস্থা নেওয়া হবে। যাত্রীরা অভিযোগ জানাতে হটলাইন নম্বর ব্যবহার করতে পারবেন। [8,406,150,423]
